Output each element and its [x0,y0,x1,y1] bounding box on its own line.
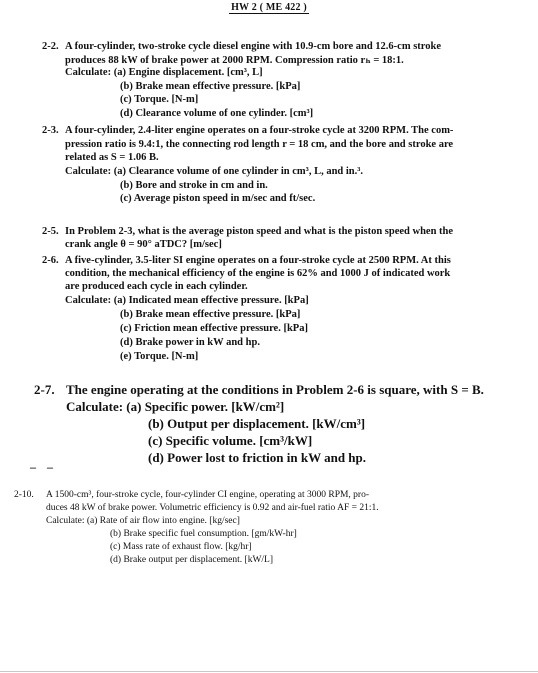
problem-text-line: The engine operating at the conditions in Problem 2-6 is square, with S = B. [66,382,484,397]
calculate-line: Calculate: (a) Specific power. [kW/cm²] [66,399,285,414]
subpart-line: (c) Friction mean effective pressure. [kPa] [120,323,308,334]
subpart-line: (c) Specific volume. [cm³/kW] [148,433,313,448]
subpart-line: (e) Torque. [N-m] [120,351,199,362]
subpart-line: (d) Brake output per displacement. [kW/L] [110,555,274,565]
calculate-line: Calculate: (a) Clearance volume of one cylinder in cm³, L, and in.³. [65,166,364,177]
subpart-line: (d) Clearance volume of one cylinder. [cm³] [120,108,314,119]
problem-text-line: condition, the mechanical efficiency of the engine is 62% and 1000 J of indicated work [65,268,451,279]
problem-number: 2-6. [42,255,59,266]
subpart-line: (b) Bore and stroke in cm and in. [120,180,268,191]
problem-text-line: are produced each cycle in each cylinder. [65,281,248,292]
separator-dash: – – [30,460,57,474]
problem-number: 2-3. [42,125,59,136]
problem-number: 2-5. [42,226,59,237]
subpart-line: (b) Brake mean effective pressure. [kPa] [120,309,301,320]
subpart-line: (b) Brake specific fuel consumption. [gm/kW-hr] [110,529,297,539]
page-header [0,2,538,13]
problem-number: 2-2. [42,41,59,52]
subpart-line: (b) Output per displacement. [kW/cm³] [148,416,366,431]
subpart-line: (b) Brake mean effective pressure. [kPa] [120,81,301,92]
problem-text-line: crank angle θ = 90° aTDC? [m/sec] [65,239,222,250]
problem-text-line: In Problem 2-3, what is the average piston speed and what is the piston speed when the [65,226,454,237]
problem-text-line: A five-cylinder, 3.5-liter SI engine operates on a four-stroke cycle at 2500 RPM. At this [65,255,451,266]
calculate-line: Calculate: (a) Indicated mean effective pressure. [kPa] [65,295,309,306]
subpart-line: (c) Mass rate of exhaust flow. [kg/hr] [110,542,252,552]
problem-text-line: A four-cylinder, two-stroke cycle diesel engine with 10.9-cm bore and 12.6-cm stroke [65,41,442,52]
problem-number: 2-10. [14,490,34,500]
problem-text-line: produces 88 kW of brake power at 2000 RPM. Compression ratio rₕ = 18:1. [65,55,404,66]
calculate-line: Calculate: (a) Rate of air flow into engine. [kg/sec] [46,516,240,526]
subpart-line: (c) Average piston speed in m/sec and ft/sec. [120,193,316,204]
subpart-line: (d) Power lost to friction in kW and hp. [148,450,367,465]
problem-text-line: duces 48 kW of brake power. Volumetric efficiency is 0.92 and air-fuel ratio AF = 21:1. [46,503,379,513]
header-title: HW 2 ( ME 422 ) [231,2,307,13]
page-bottom-edge [0,671,538,672]
subpart-line: (c) Torque. [N-m] [120,94,199,105]
problem-text-line: pression ratio is 9.4:1, the connecting rod length r = 18 cm, and the bore and stroke are [65,139,454,150]
problem-text-line: A four-cylinder, 2.4-liter engine operates on a four-stroke cycle at 3200 RPM. The com- [65,125,454,136]
subpart-line: (d) Brake power in kW and hp. [120,337,260,348]
problem-text-line: A 1500-cm³, four-stroke cycle, four-cylinder CI engine, operating at 3000 RPM, pro- [46,490,370,500]
calculate-line: Calculate: (a) Engine displacement. [cm³, L] [65,67,263,78]
problem-text-line: related as S = 1.06 B. [65,152,159,163]
problem-number: 2-7. [34,382,55,397]
